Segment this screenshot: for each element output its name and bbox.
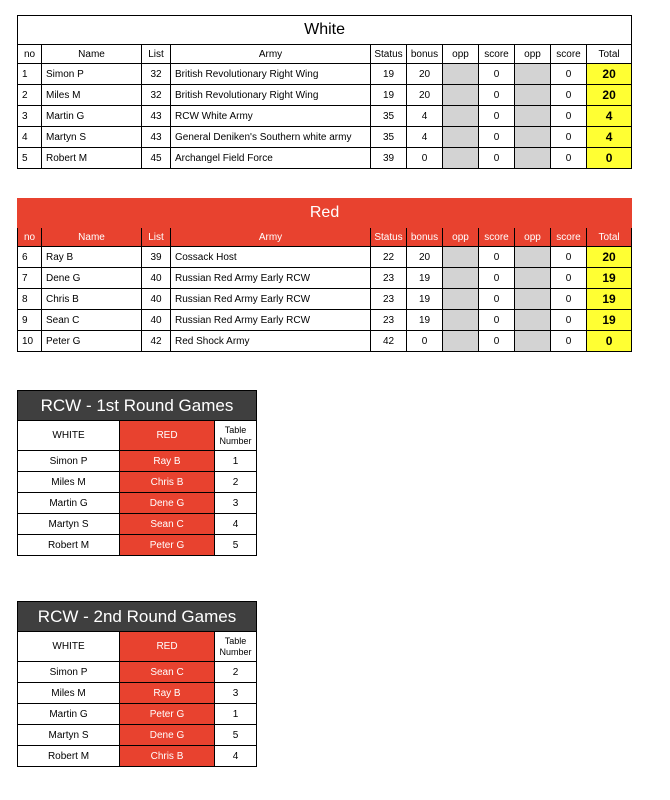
white-player: Miles M [18, 472, 120, 493]
round2-title: RCW - 2nd Round Games [18, 602, 257, 632]
opponent-1-cell [443, 331, 479, 352]
red-player: Chris B [120, 746, 215, 767]
col-opp1-header: opp [443, 228, 479, 247]
total-value: 0 [587, 331, 632, 352]
table-row [18, 331, 632, 352]
pairing-row [18, 472, 257, 493]
white-player: Simon P [18, 451, 120, 472]
opponent-1-cell [443, 247, 479, 268]
white-player: Martin G [18, 493, 120, 514]
total-value: 19 [587, 289, 632, 310]
player-number: 8 [18, 289, 42, 310]
score-2-value: 0 [551, 268, 587, 289]
score-1-value: 0 [479, 268, 515, 289]
player-number: 1 [18, 64, 42, 85]
score-1-value: 0 [479, 85, 515, 106]
list-number: 32 [142, 64, 171, 85]
list-number: 43 [142, 106, 171, 127]
table-row [18, 106, 632, 127]
red-player: Dene G [120, 725, 215, 746]
score-1-value: 0 [479, 148, 515, 169]
col-name-header: Name [42, 45, 142, 64]
player-number: 5 [18, 148, 42, 169]
score-2-value: 0 [551, 247, 587, 268]
opponent-2-cell [515, 148, 551, 169]
army-name: Archangel Field Force [171, 148, 371, 169]
army-name: Russian Red Army Early RCW [171, 289, 371, 310]
opponent-2-cell [515, 247, 551, 268]
col-army-header: Army [171, 45, 371, 64]
table-number: 2 [215, 662, 257, 683]
player-number: 9 [18, 310, 42, 331]
opponent-2-cell [515, 310, 551, 331]
player-number: 7 [18, 268, 42, 289]
score-2-value: 0 [551, 85, 587, 106]
score-1-value: 0 [479, 106, 515, 127]
army-name: British Revolutionary Right Wing [171, 85, 371, 106]
pairing-row [18, 514, 257, 535]
white-column-header: WHITE [18, 421, 120, 451]
bonus-value: 20 [407, 64, 443, 85]
list-number: 45 [142, 148, 171, 169]
pairing-row [18, 662, 257, 683]
red-player: Dene G [120, 493, 215, 514]
total-value: 4 [587, 127, 632, 148]
opponent-1-cell [443, 268, 479, 289]
round2-games-table [17, 601, 257, 767]
status-value: 22 [371, 247, 407, 268]
army-name: British Revolutionary Right Wing [171, 64, 371, 85]
col-score2-header: score [551, 228, 587, 247]
pairing-row [18, 725, 257, 746]
bonus-value: 19 [407, 268, 443, 289]
status-value: 19 [371, 85, 407, 106]
red-player: Ray B [120, 451, 215, 472]
round1-header-row [18, 421, 257, 451]
status-value: 35 [371, 127, 407, 148]
col-score1-header: score [479, 45, 515, 64]
pairing-row [18, 535, 257, 556]
army-name: RCW White Army [171, 106, 371, 127]
table-row [18, 289, 632, 310]
table-number: 1 [215, 451, 257, 472]
opponent-1-cell [443, 310, 479, 331]
opponent-1-cell [443, 85, 479, 106]
status-value: 23 [371, 310, 407, 331]
bonus-value: 0 [407, 331, 443, 352]
player-name: Robert M [42, 148, 142, 169]
red-table-title: Red [18, 199, 632, 228]
opponent-2-cell [515, 64, 551, 85]
player-number: 4 [18, 127, 42, 148]
col-no-header: no [18, 228, 42, 247]
round2-header-row [18, 632, 257, 662]
col-no-header: no [18, 45, 42, 64]
list-number: 32 [142, 85, 171, 106]
player-name: Dene G [42, 268, 142, 289]
status-value: 35 [371, 106, 407, 127]
score-1-value: 0 [479, 289, 515, 310]
score-1-value: 0 [479, 64, 515, 85]
pairing-row [18, 451, 257, 472]
status-value: 23 [371, 268, 407, 289]
army-name: Russian Red Army Early RCW [171, 310, 371, 331]
white-player: Martin G [18, 704, 120, 725]
player-name: Chris B [42, 289, 142, 310]
bonus-value: 4 [407, 106, 443, 127]
col-status-header: Status [371, 228, 407, 247]
red-player: Ray B [120, 683, 215, 704]
total-value: 4 [587, 106, 632, 127]
list-number: 40 [142, 268, 171, 289]
red-player: Peter G [120, 704, 215, 725]
white-player: Martyn S [18, 725, 120, 746]
score-2-value: 0 [551, 289, 587, 310]
table-row [18, 268, 632, 289]
status-value: 19 [371, 64, 407, 85]
red-column-header: RED [120, 632, 215, 662]
score-2-value: 0 [551, 310, 587, 331]
red-player: Sean C [120, 662, 215, 683]
pairing-row [18, 493, 257, 514]
table-number: 5 [215, 725, 257, 746]
total-value: 20 [587, 85, 632, 106]
table-number: 4 [215, 746, 257, 767]
red-player: Peter G [120, 535, 215, 556]
score-1-value: 0 [479, 127, 515, 148]
white-player: Robert M [18, 746, 120, 767]
status-value: 23 [371, 289, 407, 310]
pairing-row [18, 683, 257, 704]
list-number: 40 [142, 289, 171, 310]
player-name: Martyn S [42, 127, 142, 148]
pairing-row [18, 704, 257, 725]
table-row [18, 148, 632, 169]
bonus-value: 4 [407, 127, 443, 148]
table-number-header: Table Number [215, 421, 257, 451]
player-number: 10 [18, 331, 42, 352]
col-opp1-header: opp [443, 45, 479, 64]
white-player: Miles M [18, 683, 120, 704]
player-number: 2 [18, 85, 42, 106]
player-name: Simon P [42, 64, 142, 85]
score-2-value: 0 [551, 127, 587, 148]
red-column-header: RED [120, 421, 215, 451]
army-name: Russian Red Army Early RCW [171, 268, 371, 289]
col-bonus-header: bonus [407, 45, 443, 64]
status-value: 42 [371, 331, 407, 352]
player-name: Martin G [42, 106, 142, 127]
status-value: 39 [371, 148, 407, 169]
white-table-title: White [18, 16, 632, 45]
table-number: 2 [215, 472, 257, 493]
player-name: Peter G [42, 331, 142, 352]
white-player: Simon P [18, 662, 120, 683]
opponent-2-cell [515, 106, 551, 127]
opponent-2-cell [515, 85, 551, 106]
score-2-value: 0 [551, 148, 587, 169]
col-score2-header: score [551, 45, 587, 64]
table-row [18, 247, 632, 268]
red-standings-table [17, 198, 632, 352]
total-value: 19 [587, 310, 632, 331]
score-2-value: 0 [551, 331, 587, 352]
opponent-2-cell [515, 268, 551, 289]
list-number: 39 [142, 247, 171, 268]
table-number: 3 [215, 683, 257, 704]
col-opp2-header: opp [515, 45, 551, 64]
player-number: 3 [18, 106, 42, 127]
opponent-2-cell [515, 331, 551, 352]
opponent-1-cell [443, 106, 479, 127]
army-name: Cossack Host [171, 247, 371, 268]
red-header-row [18, 228, 632, 247]
opponent-1-cell [443, 64, 479, 85]
player-name: Miles M [42, 85, 142, 106]
col-opp2-header: opp [515, 228, 551, 247]
table-number: 5 [215, 535, 257, 556]
bonus-value: 0 [407, 148, 443, 169]
table-row [18, 85, 632, 106]
army-name: General Deniken's Southern white army [171, 127, 371, 148]
score-1-value: 0 [479, 247, 515, 268]
army-name: Red Shock Army [171, 331, 371, 352]
col-total-header: Total [587, 45, 632, 64]
col-score1-header: score [479, 228, 515, 247]
table-number: 4 [215, 514, 257, 535]
table-number-header: Table Number [215, 632, 257, 662]
white-standings-table [17, 15, 632, 169]
bonus-value: 20 [407, 247, 443, 268]
col-name-header: Name [42, 228, 142, 247]
opponent-1-cell [443, 289, 479, 310]
player-name: Sean C [42, 310, 142, 331]
opponent-2-cell [515, 289, 551, 310]
player-name: Ray B [42, 247, 142, 268]
total-value: 20 [587, 247, 632, 268]
bonus-value: 20 [407, 85, 443, 106]
opponent-1-cell [443, 127, 479, 148]
col-total-header: Total [587, 228, 632, 247]
red-player: Chris B [120, 472, 215, 493]
table-row [18, 64, 632, 85]
col-list-header: List [142, 228, 171, 247]
score-1-value: 0 [479, 310, 515, 331]
table-number: 3 [215, 493, 257, 514]
col-list-header: List [142, 45, 171, 64]
list-number: 43 [142, 127, 171, 148]
red-player: Sean C [120, 514, 215, 535]
col-army-header: Army [171, 228, 371, 247]
opponent-2-cell [515, 127, 551, 148]
opponent-1-cell [443, 148, 479, 169]
white-player: Martyn S [18, 514, 120, 535]
table-number: 1 [215, 704, 257, 725]
score-2-value: 0 [551, 64, 587, 85]
round1-title: RCW - 1st Round Games [18, 391, 257, 421]
white-player: Robert M [18, 535, 120, 556]
bonus-value: 19 [407, 289, 443, 310]
list-number: 40 [142, 310, 171, 331]
total-value: 19 [587, 268, 632, 289]
white-column-header: WHITE [18, 632, 120, 662]
total-value: 20 [587, 64, 632, 85]
table-row [18, 310, 632, 331]
pairing-row [18, 746, 257, 767]
score-1-value: 0 [479, 331, 515, 352]
bonus-value: 19 [407, 310, 443, 331]
table-row [18, 127, 632, 148]
total-value: 0 [587, 148, 632, 169]
col-bonus-header: bonus [407, 228, 443, 247]
list-number: 42 [142, 331, 171, 352]
score-2-value: 0 [551, 106, 587, 127]
player-number: 6 [18, 247, 42, 268]
round1-games-table [17, 390, 257, 556]
white-header-row [18, 45, 632, 64]
col-status-header: Status [371, 45, 407, 64]
